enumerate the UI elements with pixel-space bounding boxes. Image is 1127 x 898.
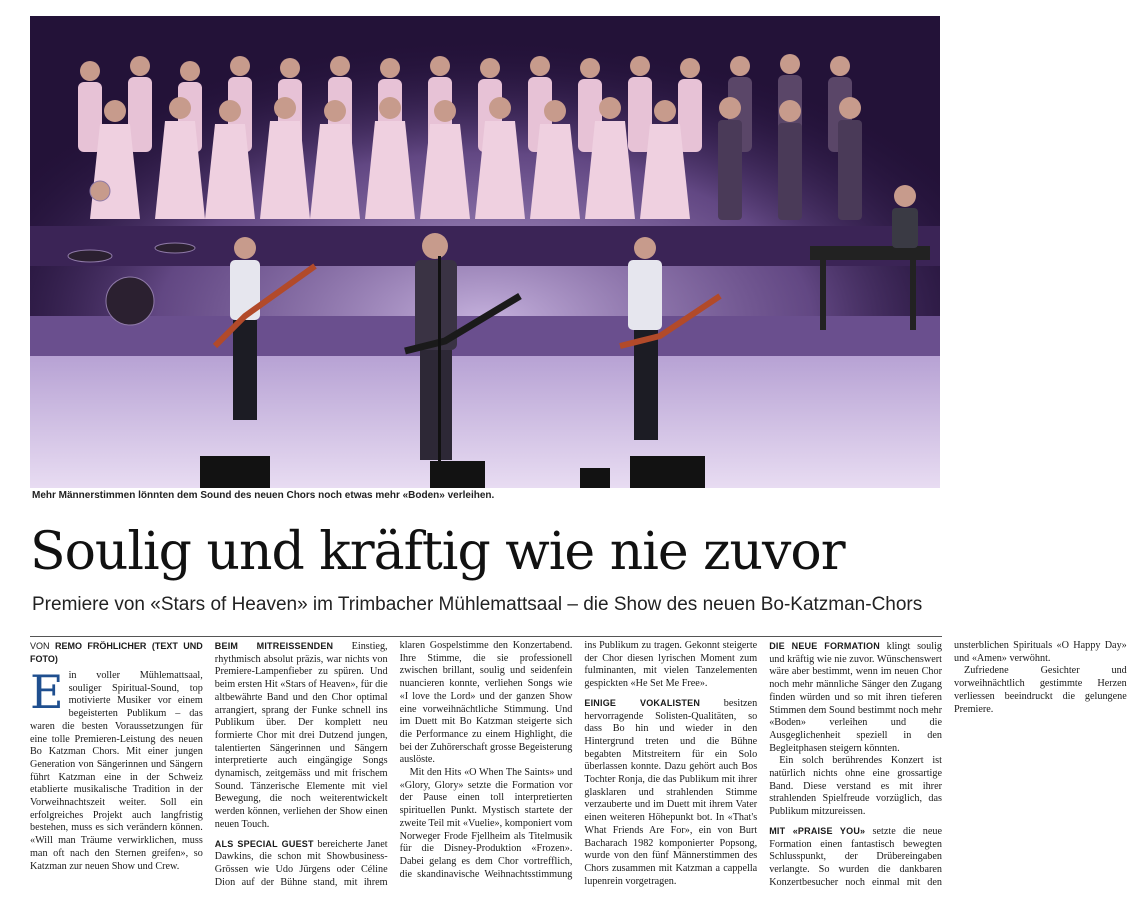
paragraph-closing: Zufriedene Gesichter und vorweihnächtlich gestimmte Herzen verliessen beeindruckt die gelungene Premiere. (953, 665, 1127, 715)
headline: Soulig und kräftig wie nie zuvor (30, 522, 845, 582)
paragraph-text: Einstieg, rhythmisch absolut präzis, war nichts von Premiere-Lampenfieber zu spüren. Und beim ersten Hit «Stars of Heaven», für die altbewährte Band und den Chor optimal arrangiert, sprang der Funke schnell ins Publikum über. Der komplett neu formierte Chor mit drei Dutzend jungen, talentierten Sängerinnen und Sängern interpretierte auch eingängige Songs dynamisch, zeitgemäss und mit frischem Sound. Tänzerische Elemente mit viel Bewegung, die noch weiterentwickelt werden können, verliehen der Show einen neuen Touch. (214, 641, 388, 830)
paragraph-mitreissenden (215, 640, 388, 832)
paragraph-hits: Mit den Hits «O When The Saints» und «Glory, Glory» setzte die Formation vor der Pause einen toll interpretierten spirituellen Punkt. Mystisch startete der zweite Teil mit «Vuelie», komponiert vom Norweger Frode Fjellheim als Titelmusik für die Disney-Produktion «Frozen». Dabei gelang es dem Chor vortrefflich, die skandinavische Weihnachtsstimmung ins Publikum zu tragen. Gekonnt steigerte der Chor diesen lyrischen Moment zum fulminanten, mit vielen Tanzelementen gespickten «He Set Me Free». (399, 640, 758, 880)
section-lead-praise-you: MIT «PRAISE YOU» (769, 825, 866, 836)
paragraph-band: Ein solch berührendes Konzert ist natürlich nichts ohne eine grossartige Band. Diese verstand es mit ihrer strahlenden Spielfreude vorzüglich, das Publikum mitzureissen. (769, 755, 942, 818)
subheadline: Premiere von «Stars of Heaven» im Trimbacher Mühlemattsaal – die Show des neuen Bo-Katzman-Chors (32, 594, 923, 615)
byline-author: REMO FRÖHLICHER (TEXT UND FOTO) (30, 641, 203, 664)
drop-cap: E (30, 665, 64, 719)
paragraph-text: besitzen hervorragende Solisten-Qualitäten, so dass Bo hin und wieder in den Hintergrund treten und die Bühne begabten Mitstreitern für ein Solo überlassen konnte. Dazu gehört auch Bos Tochter Ronja, die das Publikum mit ihrer glasklaren und strahlenden Stimme verzauberte und im Duett mit ihrem Vater einen weiteren Höhepunkt bot. In «That's What Friends Are For», ein von Burt Bacharach 1982 komponierter Popsong, wurde von den fünf Männerstimmen des Chors zusammen mit Katzman a cappella lupenrein vorgetragen. (584, 697, 758, 887)
photo-caption: Mehr Männerstimmen lönnten dem Sound des neuen Chors noch etwas mehr «Boden» verleihen. (32, 490, 495, 501)
paragraph-text: klingt soulig und kräftig wie nie zuvor. Wünschenswert wäre aber bestimmt, wenn im neuen Chor noch mehr männliche Sänger den Zugang finden würden und so mit ihren tieferen Stimmen dem Sound bestimmt noch mehr «Boden» verleihen und die Ausgeglichenheit speziell in den Begleitphasen steigern könnten. (769, 641, 942, 754)
paragraph-text: setzte die neue Formation einen fantastisch bewegten Schlusspunkt, der Drübereingaben verlangte. So wurden die dankbaren Konzertbesucher noch einmal mit den unsterblichen Spirituals «O Happy Day» und «Amen» verwöhnt. (769, 640, 1127, 888)
article-text-flow (30, 636, 1127, 894)
section-lead-neue-formation: DIE NEUE FORMATION (769, 641, 880, 651)
byline-prefix: VON (30, 641, 55, 651)
section-lead-special-guest: ALS SPECIAL GUEST (214, 838, 314, 849)
paragraph-vokalisten (584, 697, 757, 889)
concert-photo (30, 16, 940, 488)
paragraph-intro-text: in voller Mühlemattsaal, souliger Spiritual-Sound, top motivierte Musiker vor einem begeisterten Publikum – das waren die besten Voraussetzungen für eine tolle Premieren-Leistung des neuen Bo Katzman Chors. Mit einer jungen Generation von Sängerinnen und Sängern führt Katzman eine in der Schweiz etablierte musikalische Tradition in der Vorweihnachtszeit weiter. Soll ein erfolgreiches Projekt auch langfristig bestehen, muss es sich verändern können. «Will man Träume verwirklichen, muss man oft nach den Sternen greifen», so Katzman zur neuen Show und Crew. (30, 670, 203, 872)
paragraph-intro (30, 665, 203, 873)
section-lead-vokalisten: EINIGE VOKALISTEN (584, 697, 701, 708)
byline (30, 640, 203, 666)
section-lead-mitreissenden: BEIM MITREISSENDEN (214, 641, 334, 651)
paragraph-neue-formation (769, 640, 942, 755)
paragraph-text: bereicherte Janet Dawkins, die schon mit Showbusiness-Grössen wie Udo Jürgens oder Céline Dion auf der Bühne stand, mit ihrem klaren Gospelstimme den Konzertabend. Ihre Stimme, die sie professionell zwischen brillant, soulig und seidenfein nuancieren konnte, verliehen Songs wie «I love the Lord» und der ganzen Show eine vorweihnächtliche Stimmung. Und im Duett mit Bo Katzman steigerte sich die Performance zu einem Highlight, die bei der Zuhörerschaft grosse Begeisterung auslöste. (214, 640, 573, 888)
